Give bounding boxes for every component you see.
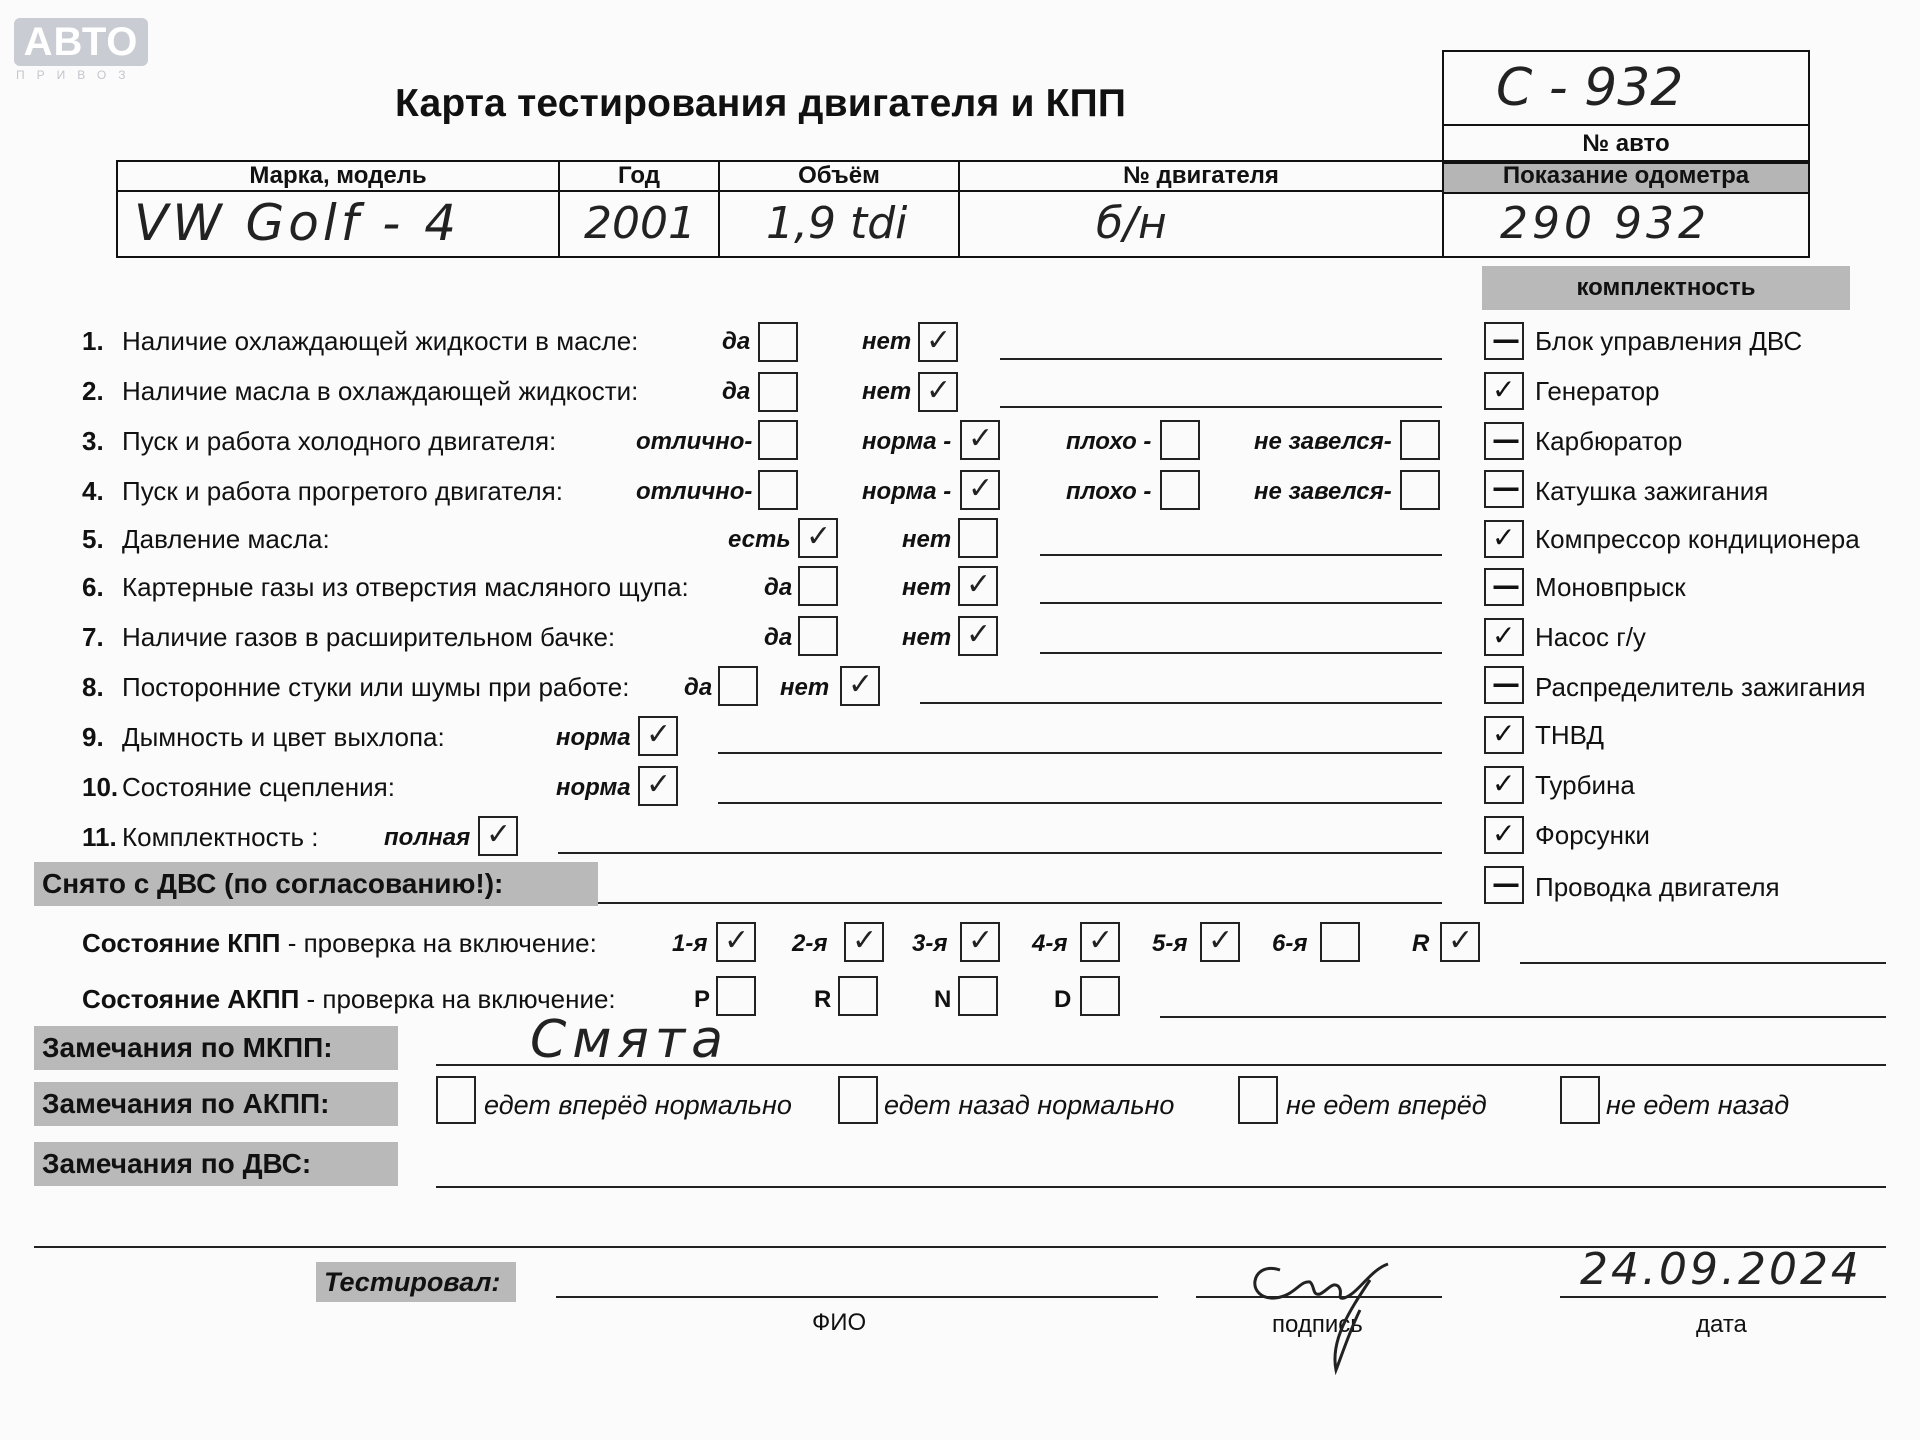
date-line xyxy=(1560,1296,1886,1298)
comp-8-box[interactable]: — xyxy=(1484,666,1524,704)
akpp-n-label: N xyxy=(934,986,952,1013)
question-11: 11. Комплектность : xyxy=(82,822,319,852)
completeness-title: комплектность xyxy=(1482,266,1850,310)
gear-6-checkbox[interactable] xyxy=(1320,922,1360,962)
akpp-no-forward-label: не едет вперёд xyxy=(1286,1090,1487,1120)
q3-opt-bad-label: плохо - xyxy=(1066,428,1152,455)
signature-image xyxy=(1240,1240,1420,1380)
header-engine-no: № двигателя xyxy=(1123,162,1279,189)
q8-notes-line xyxy=(920,702,1442,704)
q7-yes-checkbox[interactable] xyxy=(798,616,838,656)
remarks-mkpp-label: Замечания по МКПП: xyxy=(34,1026,398,1070)
comp-11-box[interactable]: ✓ xyxy=(1484,816,1524,854)
gear-2-checkbox[interactable]: ✓ xyxy=(844,922,884,962)
comp-6-box[interactable]: — xyxy=(1484,568,1524,606)
gear-5-checkbox[interactable]: ✓ xyxy=(1200,922,1240,962)
gear-1-label: 1-я xyxy=(672,930,708,957)
q9-notes-line xyxy=(718,752,1442,754)
akpp-r-checkbox[interactable] xyxy=(838,976,878,1016)
comp-9-label: ТНВД xyxy=(1535,720,1605,750)
logo-subtitle: ПРИВОЗ xyxy=(16,68,138,82)
akpp-notes-line xyxy=(1160,1016,1886,1018)
question-10: 10. Состояние сцепления: xyxy=(82,772,395,802)
remarks-mkpp-line xyxy=(436,1064,1886,1066)
q5-notes-line xyxy=(1040,554,1442,556)
comp-12-box[interactable]: — xyxy=(1484,866,1524,904)
comp-12-label: Проводка двигателя xyxy=(1535,872,1780,902)
tested-by-label: Тестировал: xyxy=(316,1262,516,1302)
akpp-d-label: D xyxy=(1054,986,1072,1013)
question-6: 6. Картерные газы из отверстия масляного щупа: xyxy=(82,572,689,602)
gear-1-checkbox[interactable]: ✓ xyxy=(716,922,756,962)
question-1: 1. Наличие охлаждающей жидкости в масле: xyxy=(82,326,639,356)
question-3: 3. Пуск и работа холодного двигателя: xyxy=(82,426,557,456)
akpp-r-label: R xyxy=(814,986,832,1013)
q3-opt-excellent-label: отлично- xyxy=(636,428,753,455)
q11-notes-line xyxy=(558,852,1442,854)
comp-9-box[interactable]: ✓ xyxy=(1484,716,1524,754)
q9-normal-checkbox[interactable]: ✓ xyxy=(638,716,678,756)
q8-opt-no-label: нет xyxy=(780,674,830,701)
comp-7-label: Насос г/у xyxy=(1535,622,1646,652)
gear-3-checkbox[interactable]: ✓ xyxy=(960,922,1000,962)
q2-no-checkbox[interactable]: ✓ xyxy=(918,372,958,412)
q11-opt-full-label: полная xyxy=(384,824,471,851)
question-7: 7. Наличие газов в расширительном бачке: xyxy=(82,622,616,652)
gear-4-label: 4-я xyxy=(1032,930,1068,957)
value-odometer: 290 932 xyxy=(1500,198,1710,249)
comp-4-label: Катушка зажигания xyxy=(1535,476,1769,506)
q2-opt-no-label: нет xyxy=(862,378,912,405)
q2-notes-line xyxy=(1000,406,1442,408)
q4-opt-bad-label: плохо - xyxy=(1066,478,1152,505)
gear-6-label: 6-я xyxy=(1272,930,1308,957)
q7-notes-line xyxy=(1040,652,1442,654)
removed-label: Снято с ДВС (по согласованию!): xyxy=(34,862,598,906)
remarks-mkpp-value: Смята xyxy=(530,1010,729,1070)
q10-opt-normal-label: норма xyxy=(556,774,631,801)
q3-nostart-checkbox[interactable] xyxy=(1400,420,1440,460)
q6-notes-line xyxy=(1040,602,1442,604)
q3-opt-nostart-label: не завелся- xyxy=(1254,428,1392,455)
q4-opt-normal-label: норма - xyxy=(862,478,952,505)
akpp-d-checkbox[interactable] xyxy=(1080,976,1120,1016)
question-5: 5. Давление масла: xyxy=(82,524,330,554)
q8-opt-yes-label: да xyxy=(684,674,713,701)
q4-opt-excellent-label: отлично- xyxy=(636,478,753,505)
value-year: 2001 xyxy=(584,198,696,249)
akpp-n-checkbox[interactable] xyxy=(958,976,998,1016)
q6-yes-checkbox[interactable] xyxy=(798,566,838,606)
header-year: Год xyxy=(618,162,660,189)
q4-normal-checkbox[interactable]: ✓ xyxy=(960,470,1000,510)
q10-notes-line xyxy=(718,802,1442,804)
value-volume: 1,9 tdi xyxy=(766,198,908,249)
q3-excellent-checkbox[interactable] xyxy=(758,420,798,460)
q7-opt-no-label: нет xyxy=(902,624,952,651)
gear-r-label: R xyxy=(1412,930,1430,957)
akpp-backward-ok-checkbox[interactable] xyxy=(838,1076,878,1124)
q10-normal-checkbox[interactable]: ✓ xyxy=(638,766,678,806)
question-4: 4. Пуск и работа прогретого двигателя: xyxy=(82,476,563,506)
fio-label: ФИО xyxy=(812,1309,867,1336)
remarks-akpp-label: Замечания по АКПП: xyxy=(34,1082,398,1126)
comp-1-box[interactable]: — xyxy=(1484,322,1524,360)
comp-3-box[interactable]: — xyxy=(1484,422,1524,460)
removed-notes-line xyxy=(598,902,1442,904)
remarks-dvs-label: Замечания по ДВС: xyxy=(34,1142,398,1186)
q1-no-checkbox[interactable]: ✓ xyxy=(918,322,958,362)
q6-no-checkbox[interactable]: ✓ xyxy=(958,566,998,606)
q9-opt-normal-label: норма xyxy=(556,724,631,751)
date-label: дата xyxy=(1696,1311,1747,1338)
comp-10-box[interactable]: ✓ xyxy=(1484,766,1524,804)
gear-3-label: 3-я xyxy=(912,930,948,957)
q8-no-checkbox[interactable]: ✓ xyxy=(840,666,880,706)
akpp-p-label: P xyxy=(694,986,711,1013)
q11-full-checkbox[interactable]: ✓ xyxy=(478,816,518,856)
q1-notes-line xyxy=(1000,358,1442,360)
q3-opt-normal-label: норма - xyxy=(862,428,952,455)
page-title: Карта тестирования двигателя и КПП xyxy=(395,82,1127,125)
akpp-no-backward-label: не едет назад xyxy=(1606,1090,1790,1120)
auto-number-divider xyxy=(1444,124,1808,126)
auto-number-value: С - 932 xyxy=(1496,58,1684,118)
akpp-forward-ok-checkbox[interactable] xyxy=(436,1076,476,1124)
comp-2-label: Генератор xyxy=(1535,376,1660,406)
q5-opt-yes-label: есть xyxy=(728,526,791,553)
odometer-header: Показание одометра xyxy=(1502,162,1750,189)
header-brand-model: Марка, модель xyxy=(249,162,427,189)
comp-11-label: Форсунки xyxy=(1535,820,1650,850)
q1-opt-yes-label: да xyxy=(722,328,751,355)
comp-5-label: Компрессор кондиционера xyxy=(1535,524,1860,554)
q3-bad-checkbox[interactable] xyxy=(1160,420,1200,460)
gear-5-label: 5-я xyxy=(1152,930,1188,957)
akpp-backward-ok-label: едет назад нормально xyxy=(884,1090,1175,1120)
q6-opt-yes-label: да xyxy=(764,574,793,601)
q1-yes-checkbox[interactable] xyxy=(758,322,798,362)
comp-2-box[interactable]: ✓ xyxy=(1484,372,1524,410)
comp-8-label: Распределитель зажигания xyxy=(1535,672,1866,702)
gear-r-checkbox[interactable]: ✓ xyxy=(1440,922,1480,962)
q1-opt-no-label: нет xyxy=(862,328,912,355)
q7-no-checkbox[interactable]: ✓ xyxy=(958,616,998,656)
question-8: 8. Посторонние стуки или шумы при работе: xyxy=(82,672,630,702)
q4-bad-checkbox[interactable] xyxy=(1160,470,1200,510)
q5-no-checkbox[interactable] xyxy=(958,518,998,558)
auto-number-box xyxy=(1442,50,1810,162)
comp-3-label: Карбюратор xyxy=(1535,426,1683,456)
kpp-notes-line xyxy=(1520,962,1886,964)
q7-opt-yes-label: да xyxy=(764,624,793,651)
q6-opt-no-label: нет xyxy=(902,574,952,601)
question-2: 2. Наличие масла в охлаждающей жидкости: xyxy=(82,376,639,406)
q3-normal-checkbox[interactable]: ✓ xyxy=(960,420,1000,460)
q4-opt-nostart-label: не завелся- xyxy=(1254,478,1392,505)
header-volume: Объём xyxy=(798,162,880,189)
akpp-no-backward-checkbox[interactable] xyxy=(1560,1076,1600,1124)
comp-6-label: Моновпрыск xyxy=(1535,572,1686,602)
q4-excellent-checkbox[interactable] xyxy=(758,470,798,510)
akpp-label: Состояние АКПП - проверка на включение: xyxy=(82,984,616,1014)
fio-line xyxy=(556,1296,1158,1298)
q2-yes-checkbox[interactable] xyxy=(758,372,798,412)
q8-yes-checkbox[interactable] xyxy=(718,666,758,706)
question-9: 9. Дымность и цвет выхлопа: xyxy=(82,722,445,752)
akpp-forward-ok-label: едет вперёд нормально xyxy=(484,1090,792,1120)
value-brand-model: VW Golf - 4 xyxy=(134,194,461,252)
gear-4-checkbox[interactable]: ✓ xyxy=(1080,922,1120,962)
gear-2-label: 2-я xyxy=(792,930,828,957)
remarks-dvs-line xyxy=(436,1186,1886,1188)
q5-opt-no-label: нет xyxy=(902,526,952,553)
value-engine-no: б/н xyxy=(1096,198,1167,249)
q2-opt-yes-label: да xyxy=(722,378,751,405)
comp-7-box[interactable]: ✓ xyxy=(1484,618,1524,656)
date-value: 24.09.2024 xyxy=(1580,1244,1862,1295)
comp-5-box[interactable]: ✓ xyxy=(1484,520,1524,558)
signature-label: подпись xyxy=(1272,1311,1363,1338)
comp-1-label: Блок управления ДВС xyxy=(1535,326,1803,356)
kpp-label: Состояние КПП - проверка на включение: xyxy=(82,928,597,958)
akpp-no-forward-checkbox[interactable] xyxy=(1238,1076,1278,1124)
logo: АВТО xyxy=(14,18,148,66)
comp-4-box[interactable]: — xyxy=(1484,470,1524,508)
q5-yes-checkbox[interactable]: ✓ xyxy=(798,518,838,558)
q4-nostart-checkbox[interactable] xyxy=(1400,470,1440,510)
auto-number-label: № авто xyxy=(1582,130,1670,157)
comp-10-label: Турбина xyxy=(1535,770,1635,800)
